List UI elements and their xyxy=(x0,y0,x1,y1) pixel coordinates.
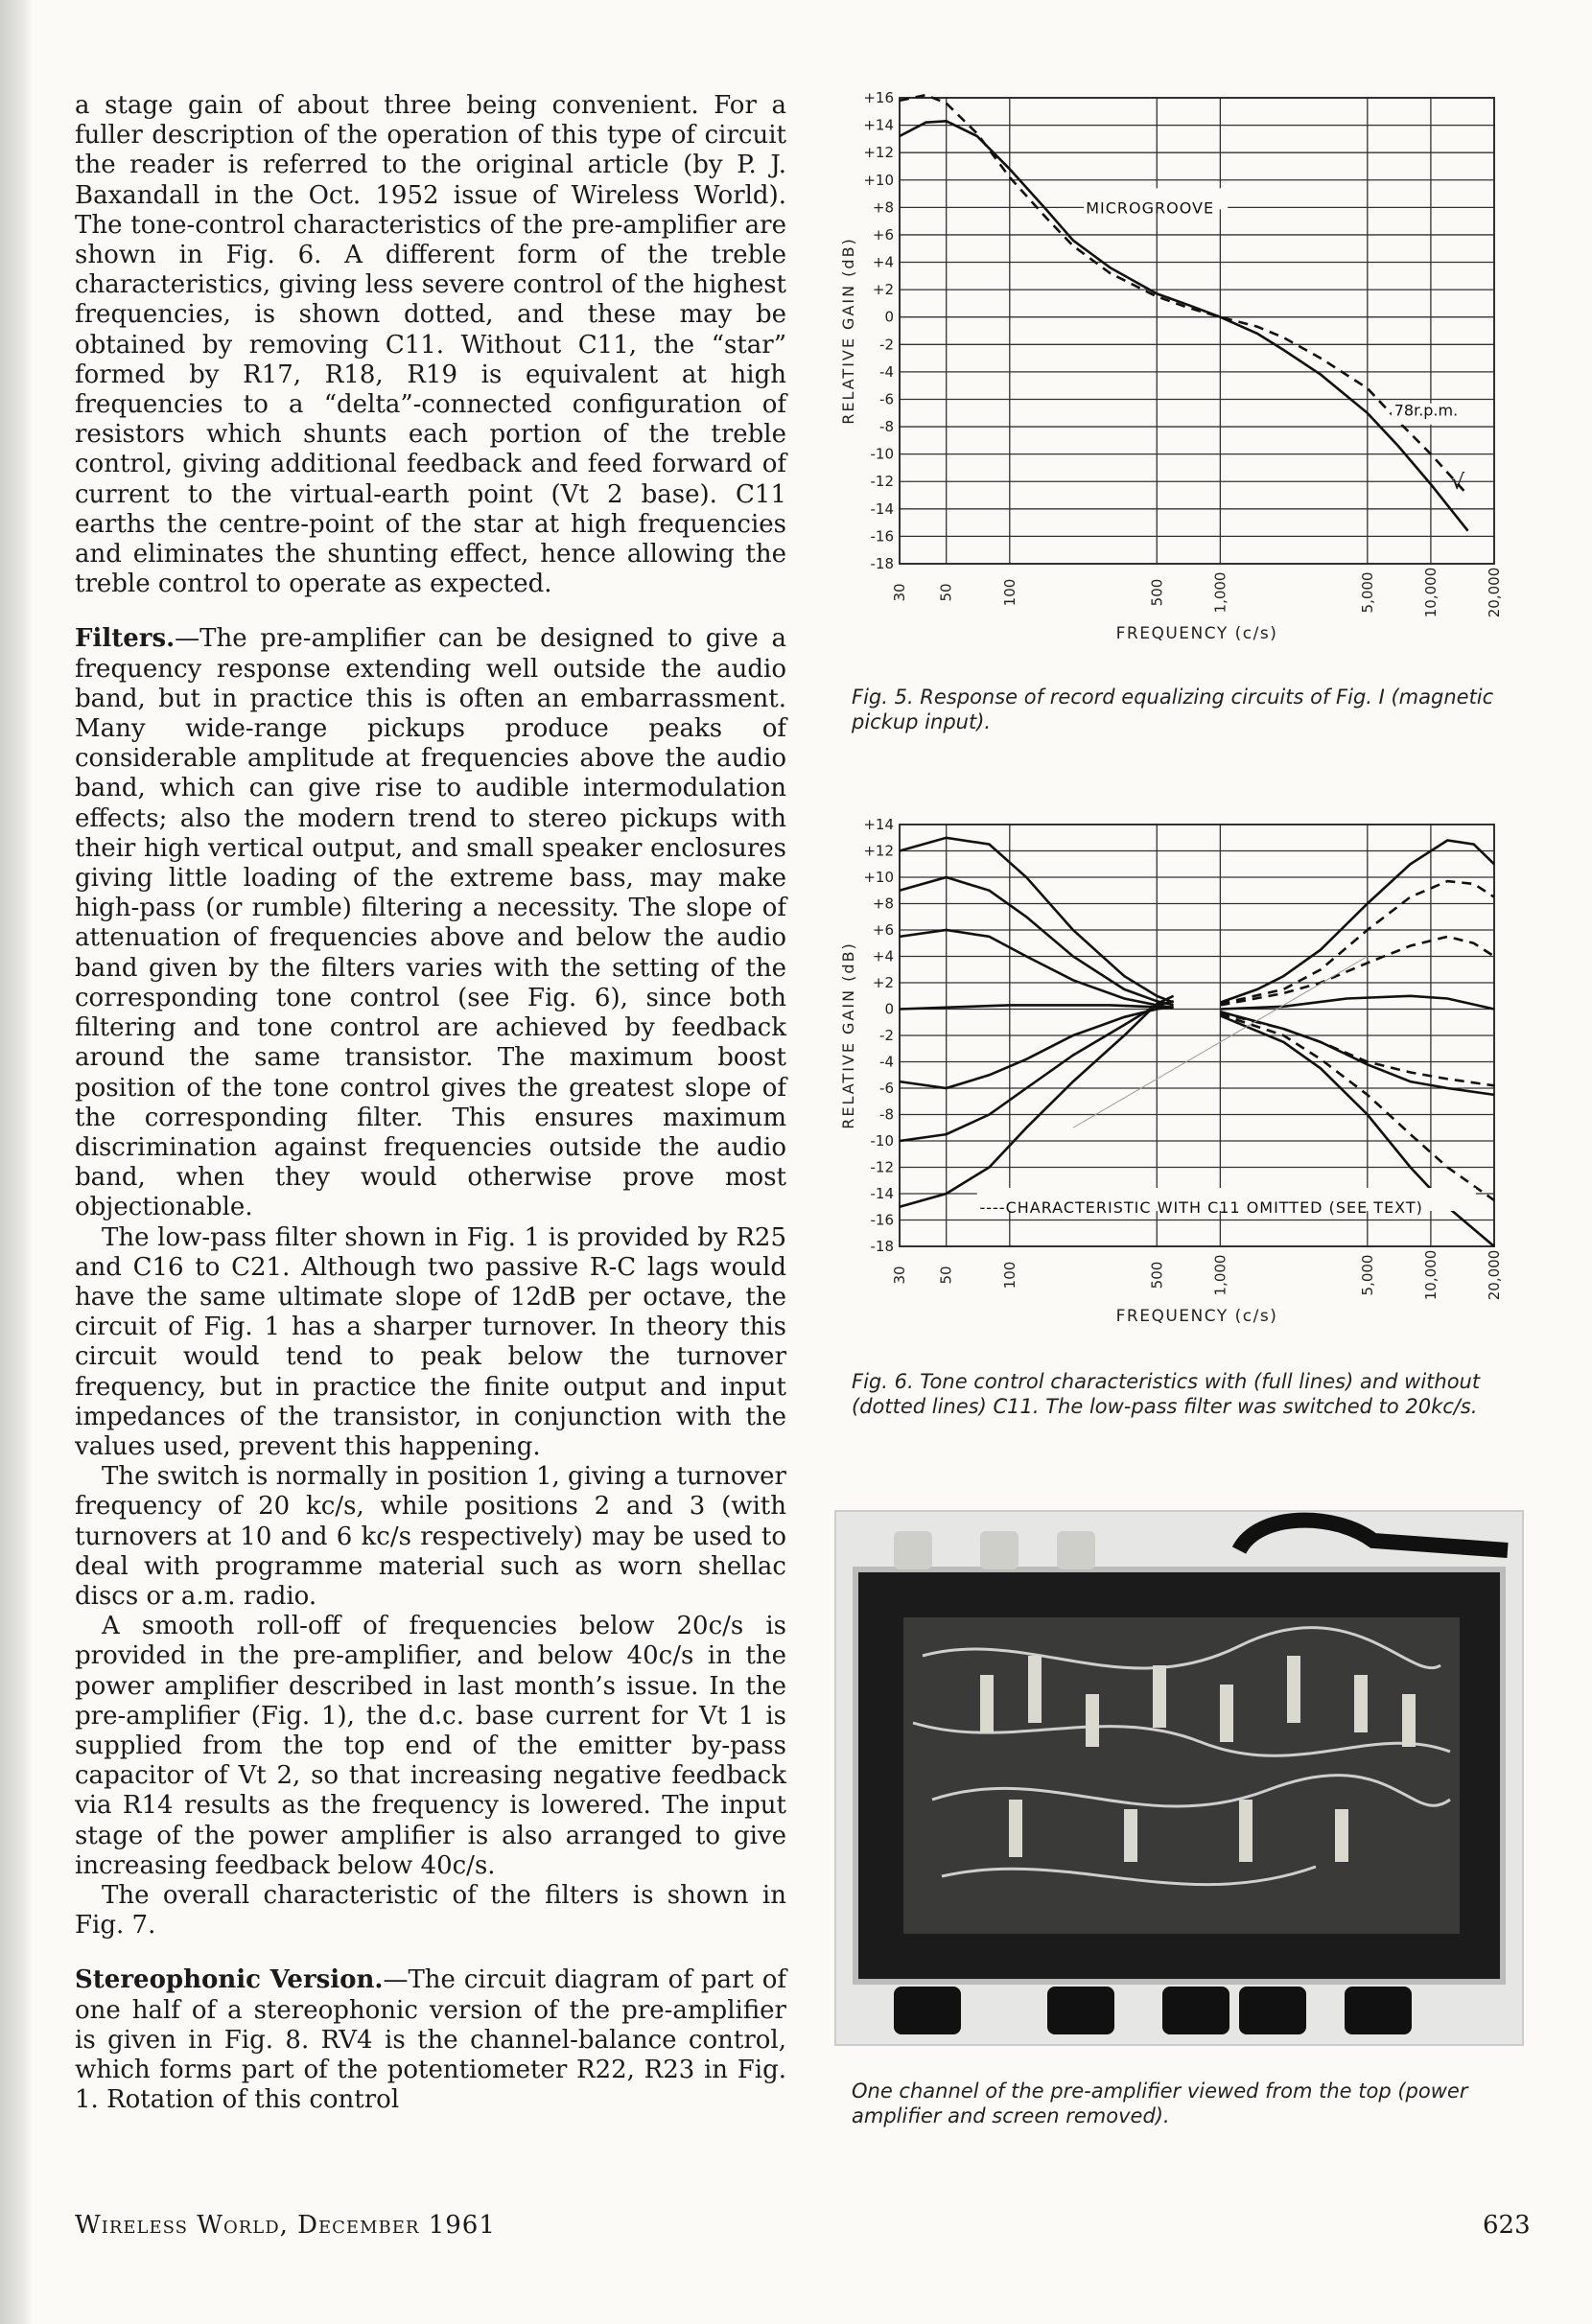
y-tick-label: +10 xyxy=(863,869,894,886)
footer-page-number: 623 xyxy=(1483,2211,1531,2240)
x-tick-label: 50 xyxy=(937,583,955,602)
series-line xyxy=(900,121,1468,530)
y-tick-label: +14 xyxy=(863,816,894,833)
label-78rpm: 78r.p.m. xyxy=(1393,401,1459,420)
y-tick-label: -2 xyxy=(879,336,894,354)
y-tick-label: -8 xyxy=(879,1105,894,1124)
y-tick-label: +6 xyxy=(872,921,894,939)
paragraph-1: a stage gain of about three being convenient. For a fuller description of the operation of this type of circuit the reader is referred to the original article (by P. J. Baxandall in the Oct. 1952 issue of Wireless World). The tone-control characteristics of the pre-amplifier are shown in Fig. 6. A different form of the treble characteristics, giving less severe control of the highest frequencies, is shown dotted, and these may be obtained by removing C11. Without C11, the “star” formed by R17, R18, R19 is equivalent at high frequencies to a “delta”-connected configuration of resistors which shunts each portion of the treble control, giving additional feedback and feed forward of current to the virtual-earth point (Vt 2 base). C11 earths the centre-point of the star at high frequencies and eliminates the shunting effect, hence allowing the treble control to operate as expected. xyxy=(75,91,786,599)
y-tick-label: +8 xyxy=(872,198,894,217)
fig6-chart xyxy=(832,796,1515,1342)
preamplifier-photo-drawing xyxy=(836,1512,1522,2044)
x-tick-label: 5,000 xyxy=(1358,571,1376,614)
paragraph-filters xyxy=(75,624,786,1222)
y-tick-label: +4 xyxy=(872,947,894,965)
x-tick-label: 20,000 xyxy=(1486,567,1503,618)
x-axis-label: FREQUENCY (c/s) xyxy=(1115,624,1278,643)
y-tick-label: -4 xyxy=(879,362,894,381)
y-tick-label: +10 xyxy=(863,171,894,189)
y-tick-label: +6 xyxy=(872,225,894,244)
paragraph-stereo xyxy=(75,1965,786,2115)
y-tick-label: -18 xyxy=(870,555,894,572)
series-line xyxy=(900,996,1174,1207)
x-tick-label: 10,000 xyxy=(1421,1249,1440,1301)
y-tick-label: -6 xyxy=(879,390,894,408)
preamplifier-photo xyxy=(834,1510,1524,2046)
y-tick-label: -16 xyxy=(870,527,894,546)
x-tick-label: 1,000 xyxy=(1211,571,1229,614)
chart-grid xyxy=(900,825,1494,1246)
page-edge-shadow xyxy=(0,0,33,2324)
main-text-column xyxy=(75,91,786,2115)
series-line xyxy=(900,877,1174,1005)
paragraph-overall: The overall characteristic of the filters is shown in Fig. 7. xyxy=(75,1880,786,1941)
y-tick-label: +2 xyxy=(872,974,894,991)
y-tick-label: +4 xyxy=(872,253,894,271)
fig5-caption: Fig. 5. Response of record equalizing circuits of Fig. I (magnetic pickup input). xyxy=(852,686,1494,733)
x-tick-label: 500 xyxy=(1148,1261,1166,1290)
x-tick-label: 100 xyxy=(1000,578,1018,607)
heading-filters: Filters. xyxy=(75,624,176,654)
series-line xyxy=(900,930,1174,1008)
y-tick-label: -18 xyxy=(870,1238,894,1255)
y-tick-label: +12 xyxy=(863,842,894,860)
plot-frame xyxy=(900,98,1494,564)
y-axis-label: RELATIVE GAIN (dB) xyxy=(839,237,857,425)
y-axis-label: RELATIVE GAIN (dB) xyxy=(839,941,857,1129)
series-line xyxy=(1220,881,1494,1004)
x-tick-label: 20,000 xyxy=(1486,1249,1503,1301)
y-tick-label: -10 xyxy=(870,1132,894,1150)
paragraph-switch: The switch is normally in position 1, giving a turnover frequency of 20 kc/s, while positions 2 and 3 (with turnovers at 10 and 6 kc/s respectively) may be used to deal with programme material such as worn shellac discs or a.m. radio. xyxy=(75,1462,786,1611)
y-tick-label: -4 xyxy=(879,1053,894,1071)
fig6-caption: Fig. 6. Tone control characteristics with (full lines) and without (dotted lines) C11. The low-pass filter was switched to 20kc/s. xyxy=(852,1370,1481,1418)
y-tick-label: -12 xyxy=(870,1158,894,1176)
y-tick-label: +2 xyxy=(872,281,894,299)
paragraph-filters-text: —The pre-amplifier can be designed to give a frequency response extending well outside the audio band, but in practice this is often an embarrassment. Many wide-range pickups produce peaks of considerable amplitude at frequencies above the audio band, which can give rise to audible intermodulation effects; also the modern trend to stereo pickups with their high vertical output, and small speaker enclosures giving little loading of the extreme bass, may make high-pass (or rumble) filtering a necessity. The slope of attenuation of frequencies above and below the audio band given by the filters varies with the setting of the corresponding tone control (see Fig. 6), since both filtering and tone control are achieved by feedback around the same transistor. The maximum boost position of the tone control gives the greatest slope of the corresponding filter. This ensures maximum discrimination against frequencies outside the audio band, when they would otherwise prove most objectionable. xyxy=(75,624,786,1222)
x-tick-label: 100 xyxy=(1000,1261,1018,1290)
label-check-mark: √ xyxy=(1451,471,1465,496)
x-tick-label: 5,000 xyxy=(1358,1254,1376,1296)
y-tick-label: -14 xyxy=(870,1185,894,1202)
y-tick-label: -16 xyxy=(870,1211,894,1229)
legend-text: ----CHARACTERISTIC WITH C11 OMITTED (SEE TEXT) xyxy=(979,1197,1423,1217)
label-microgroove: MICROGROOVE xyxy=(1086,198,1215,218)
x-tick-label: 30 xyxy=(891,1266,908,1285)
series-line xyxy=(1220,841,1494,1003)
x-tick-label: 30 xyxy=(891,583,908,602)
y-tick-label: -6 xyxy=(879,1080,894,1097)
y-tick-label: -14 xyxy=(870,500,894,518)
paragraph-lowpass: The low-pass filter shown in Fig. 1 is provided by R25 and C16 to C21. Although two passive R-C lags would have the same ultimate slope of 12dB per octave, the circuit of Fig. 1 has a sharper turnover. In theory this circuit would tend to peak below the turnover frequency, but in practice the finite output and input impedances of the transistor, in conjunction with the values used, prevent this happening. xyxy=(75,1222,786,1461)
y-tick-label: -10 xyxy=(870,445,894,463)
y-tick-label: 0 xyxy=(884,308,894,326)
footer-journal: Wireless World, December 1961 xyxy=(75,2211,496,2240)
paragraph-rolloff: A smooth roll-off of frequencies below 20c/s is provided in the pre-amplifier, and below 40c/s in the power amplifier described in last month’s issue. In the pre-amplifier (Fig. 1), the d.c. base current for Vt 1 is supplied from the top end of the emitter by-pass capacitor of Vt 2, so that increasing negative feedback via R14 results as the frequency is lowered. The input stage of the power amplifier is also arranged to give increasing feedback below 40c/s. xyxy=(75,1612,786,1880)
chart-grid xyxy=(900,98,1494,564)
series-line xyxy=(900,838,1174,1003)
y-tick-label: +8 xyxy=(872,895,894,913)
series-line xyxy=(900,1001,1174,1141)
series-line xyxy=(900,95,1468,495)
y-tick-label: +12 xyxy=(863,144,894,162)
x-tick-label: 500 xyxy=(1148,578,1166,607)
x-axis-label: FREQUENCY (c/s) xyxy=(1115,1307,1278,1326)
x-tick-label: 10,000 xyxy=(1421,567,1440,618)
series-line xyxy=(1220,1014,1494,1200)
y-tick-label: +16 xyxy=(863,89,894,106)
y-tick-label: -8 xyxy=(879,418,894,436)
heading-stereo: Stereophonic Version. xyxy=(75,1965,384,1995)
fig5-chart xyxy=(832,86,1515,657)
series-line xyxy=(1220,1011,1494,1095)
paragraph-stereo-text: —The circuit diagram of part of one half of a stereophonic version of the pre-amplifier is given in Fig. 8. RV4 is the channel-balance control, which forms part of the potentiometer R22, R23 in Fig. 1. Rotation of this control xyxy=(75,1965,787,2115)
photo-caption: One channel of the pre-amplifier viewed from the top (power amplifier and screen removed). xyxy=(852,2080,1468,2127)
y-tick-label: 0 xyxy=(884,1000,894,1018)
y-tick-label: -12 xyxy=(870,473,894,491)
x-tick-label: 1,000 xyxy=(1211,1254,1229,1296)
y-tick-label: +14 xyxy=(863,116,894,134)
y-tick-label: -2 xyxy=(879,1027,894,1044)
x-tick-label: 50 xyxy=(937,1266,955,1285)
